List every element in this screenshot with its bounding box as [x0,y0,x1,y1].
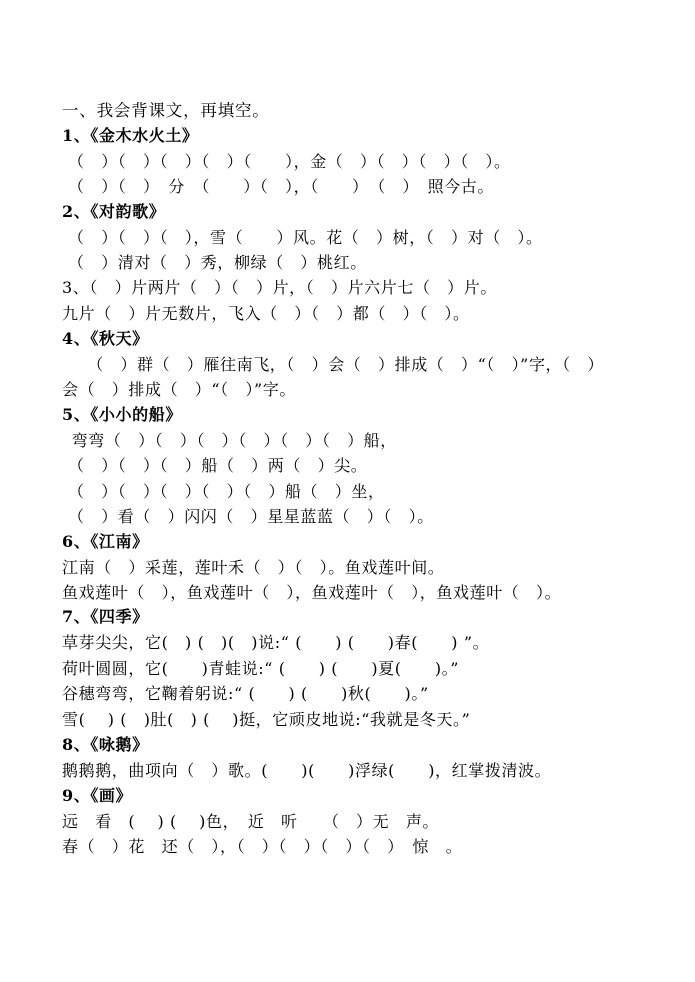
fill-line: （ ）（ ）（ ），雪（ ）风。花（ ）树，（ ）对（ ）。 [68,228,543,247]
fill-line: （ ）（ ）（ ）船（ ）两（ ）尖。 [68,456,368,475]
fill-line: 鱼戏莲叶（ ），鱼戏莲叶（ ），鱼戏莲叶（ ），鱼戏莲叶（ ）。 [62,583,562,602]
section-heading-1: 1、《金木水火土》 [62,126,199,145]
section-line-3: 3、（ ）片两片（ ）（ ）片，（ ）片六片七（ ）片。 [62,278,497,297]
fill-line: 雪( ) ( )肚( ) ( )挺，它顽皮地说:“我就是冬天。” [62,710,471,729]
section-heading-5: 5、《小小的船》 [62,405,182,424]
section-heading-8: 8、《咏鹅》 [62,735,149,754]
section-heading-9: 9、《画》 [62,786,133,805]
section-heading-7: 7、《四季》 [62,607,149,626]
fill-line: 草芽尖尖，它( ) ( )( )说:“ ( ) ( )春( ) ”。 [62,633,490,652]
fill-line: 会（ ）排成（ ）“（ ）”字。 [62,380,296,399]
worksheet-title: 一、我会背课文，再填空。 [62,101,270,120]
section-heading-2: 2、《对韵歌》 [62,202,166,221]
fill-line: （ ）清对（ ）秀，柳绿（ ）桃红。 [68,253,367,272]
fill-line: 谷穗弯弯，它鞠着躬说:“ ( ) ( )秋( )。” [62,684,429,703]
fill-line: 荷叶圆圆，它( )青蛙说:“ ( ) ( )夏( )。” [62,659,460,678]
fill-line: （ ）（ ） 分 （ ）（ ），（ ） （ ） 照今古。 [68,177,495,196]
section-heading-4: 4、《秋天》 [62,329,149,348]
section-heading-6: 6、《江南》 [62,532,149,551]
fill-line: （ ）（ ）（ ）（ ）（ ）船（ ）坐， [68,482,385,501]
fill-line: 弯弯（ ）（ ）（ ）（ ）（ ）（ ）船， [66,431,397,450]
fill-line: 春（ ）花 还（ ），（ ）（ ）（ ）（ ） 惊 。 [62,837,463,856]
fill-line: 九片（ ）片无数片，飞入（ ）（ ）都（ ）（ ）。 [62,304,470,323]
fill-line: （ ）（ ）（ ）（ ）（ ），金（ ）（ ）（ ）（ ）。 [68,152,511,171]
fill-line: 江南（ ）采莲，莲叶禾（ ）（ ）。鱼戏莲叶间。 [62,558,445,577]
fill-line: 鹅鹅鹅，曲项向（ ）歌。( )( )浮绿( )，红掌拨清波。 [62,761,552,780]
fill-line: （ ）群（ ）雁往南飞，（ ）会（ ）排成（ ）“（ ）”字，（ ） [62,355,604,374]
fill-line: 远 看 ( ) ( )色， 近 听 （ ）无 声。 [62,812,440,831]
fill-line: （ ）看（ ）闪闪（ ）星星蓝蓝（ ）（ ）。 [68,507,434,526]
